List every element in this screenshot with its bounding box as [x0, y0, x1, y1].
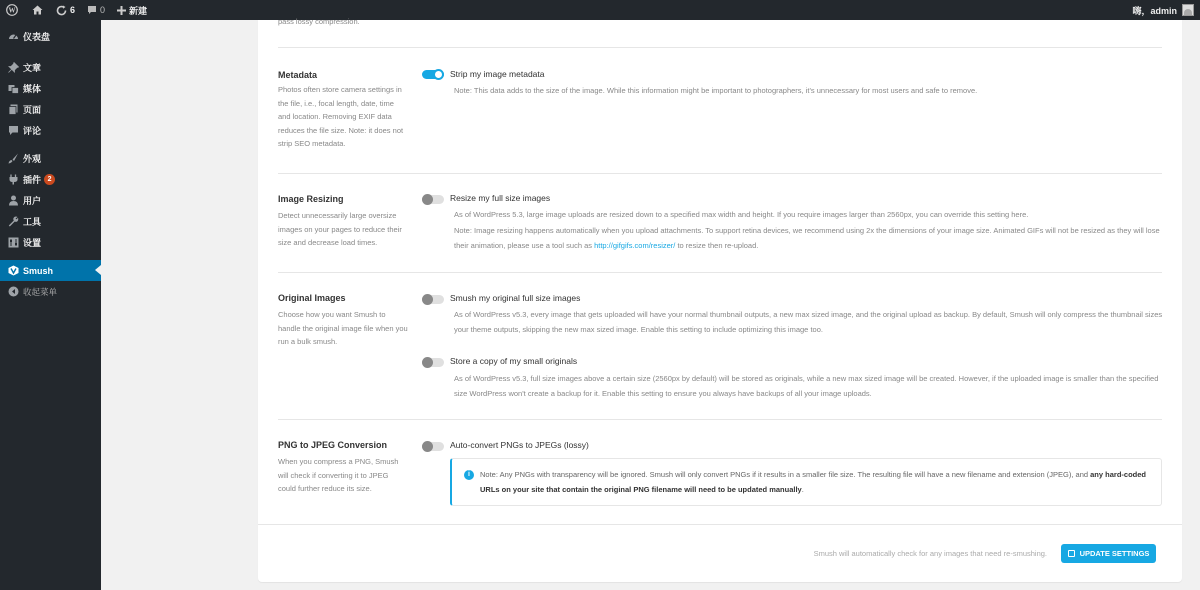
menu-label: 媒体 [23, 84, 42, 94]
png-info-text [480, 467, 1156, 497]
resizing-retina-text: Note: Image resizing happens automatically when you upload attachments. To support retina devices, we recommend using 2x the dimensions of your image size. Animated GIFs will not be resized as they will lose their animation, please use a tool such as [454, 226, 1160, 250]
comments-link[interactable] [81, 0, 111, 20]
collapse-icon [7, 286, 19, 298]
resizing-description: Detect unnecessarily large oversize images on your pages to reduce their size and decrease load times. [278, 211, 402, 247]
comment-bubble-icon [87, 5, 97, 15]
strip-metadata-label[interactable]: Strip my image metadata [450, 69, 545, 79]
admin-bar [0, 0, 1200, 20]
collapse-menu-button[interactable] [0, 281, 101, 302]
new-content-link[interactable] [111, 0, 153, 20]
save-icon [1068, 550, 1075, 557]
png-convert-label[interactable]: Auto-convert PNGs to JPEGs (lossy) [450, 440, 589, 450]
updates-link[interactable] [50, 0, 81, 20]
png-info-notice [450, 458, 1162, 506]
menu-label: 页面 [23, 105, 42, 115]
avatar [1182, 4, 1194, 16]
metadata-note: Note: This data adds to the size of the image. While this information might be important to photographers, it's unnecessary for most users and safe to remove. [454, 86, 978, 95]
wrench-icon [7, 216, 19, 228]
comment-icon [7, 125, 19, 137]
dashboard-icon [7, 31, 19, 43]
new-label: 新建 [129, 5, 148, 16]
updates-icon [56, 5, 67, 16]
png-info-main: Note: Any PNGs with transparency will be ignored. Smush will only convert PNGs if it results in a smaller file size. The resulting file will have a new filename and extension (JPEG), and [480, 470, 1091, 479]
footer-divider [258, 524, 1182, 525]
divider [278, 173, 1162, 174]
store-originals-toggle[interactable] [422, 358, 444, 367]
menu-item-settings[interactable] [0, 232, 101, 253]
divider [278, 272, 1162, 273]
originals-title: Original Images [278, 293, 346, 303]
media-icon [7, 83, 19, 95]
info-icon: i [464, 470, 474, 480]
smush-originals-note: As of WordPress v5.3, every image that gets uploaded will have your normal thumbnail outputs, a new max sized image, and the original upload as backup. By default, Smush will only compress the thumbnail sizes your theme outputs, skipping the new max sized image. Enable this setting to include optimizing this image too. [454, 310, 1163, 334]
menu-item-dashboard[interactable] [0, 26, 101, 47]
menu-item-appearance[interactable] [0, 148, 101, 169]
menu-item-media[interactable] [0, 78, 101, 99]
resizing-retina-note [454, 224, 1169, 253]
settings-icon [7, 237, 19, 249]
footer-text: Smush will automatically check for any images that need re-smushing. [813, 549, 1047, 558]
admin-sidebar [0, 20, 101, 590]
menu-item-plugins[interactable] [0, 169, 101, 190]
menu-label: 工具 [23, 217, 42, 227]
menu-label: 插件 [23, 175, 42, 185]
svg-text:W: W [8, 6, 16, 15]
menu-label: 仪表盘 [23, 32, 51, 42]
menu-label: 用户 [23, 196, 42, 206]
updates-count: 6 [70, 5, 76, 15]
menu-item-pages[interactable] [0, 99, 101, 120]
menu-item-users[interactable] [0, 190, 101, 211]
resize-images-toggle[interactable] [422, 195, 444, 204]
strip-metadata-toggle[interactable] [422, 70, 444, 79]
menu-label: 设置 [23, 238, 42, 248]
metadata-title: Metadata [278, 70, 318, 80]
update-settings-label: UPDATE SETTINGS [1079, 549, 1150, 558]
menu-label: 收起菜单 [23, 286, 58, 297]
divider [278, 419, 1162, 420]
menu-item-comments[interactable] [0, 120, 101, 141]
menu-label: Smush [23, 265, 54, 276]
home-icon[interactable] [24, 0, 50, 20]
menu-label: 评论 [23, 126, 42, 136]
menu-label: 外观 [23, 154, 42, 164]
pin-icon [7, 62, 19, 74]
comments-count: 0 [100, 5, 106, 15]
png-info-end: . [801, 485, 804, 494]
resizing-title: Image Resizing [278, 194, 344, 204]
my-account[interactable] [1132, 4, 1200, 17]
previous-setting-text: pass lossy compression. [278, 17, 360, 26]
plugin-icon [7, 174, 19, 186]
store-originals-label[interactable]: Store a copy of my small originals [450, 356, 578, 366]
smush-icon [7, 265, 19, 277]
png-convert-toggle[interactable] [422, 442, 444, 451]
greeting-text: 嗨，admin [1132, 5, 1177, 16]
smush-settings-panel [258, 17, 1182, 582]
update-settings-button[interactable] [1061, 544, 1156, 563]
smush-originals-toggle[interactable] [422, 295, 444, 304]
png-description: When you compress a PNG, Smush will check if converting it to JPEG could further reduce its size. [278, 457, 399, 493]
originals-description: Choose how you want Smush to handle the original image file when you run a bulk smush. [278, 310, 408, 346]
divider [278, 47, 1162, 48]
smush-originals-label[interactable]: Smush my original full size images [450, 293, 581, 303]
resizing-retina-end: to resize then re-upload. [675, 240, 759, 250]
wordpress-logo-icon[interactable] [0, 0, 24, 20]
resizing-note: As of WordPress 5.3, large image uploads are resized down to a specified max width and height. If you require images larger than 2560px, you can override this setting here. [454, 210, 1029, 219]
menu-item-tools[interactable] [0, 211, 101, 232]
plugin-update-badge: 2 [44, 174, 55, 185]
menu-item-smush[interactable] [0, 260, 101, 281]
menu-item-posts[interactable] [0, 57, 101, 78]
store-originals-note: As of WordPress v5.3, full size images above a certain size (2560px by default) will be stored as originals, while a new max sized image will be created. However, if the uploaded image is smaller than the specified size WordPress won't create a backup for it. Enable this setting to ensure you always have backups of all your image uploads. [454, 374, 1159, 398]
user-icon [7, 195, 19, 207]
png-title: PNG to JPEG Conversion [278, 440, 388, 450]
png-info-bold: any hard-coded URLs on your site that contain the original PNG filename will need to be updated manually [480, 470, 1146, 494]
menu-label: 文章 [23, 63, 42, 73]
resize-images-label[interactable]: Resize my full size images [450, 193, 551, 203]
brush-icon [7, 153, 19, 165]
plus-icon [117, 6, 126, 15]
metadata-description: Photos often store camera settings in the file, i.e., focal length, date, time and location. Removing EXIF data reduces the file size. Note: it does not strip SEO metadata. [278, 85, 404, 148]
page-icon [7, 104, 19, 116]
gifgifs-link[interactable]: http://gifgifs.com/resizer/ [594, 240, 676, 250]
